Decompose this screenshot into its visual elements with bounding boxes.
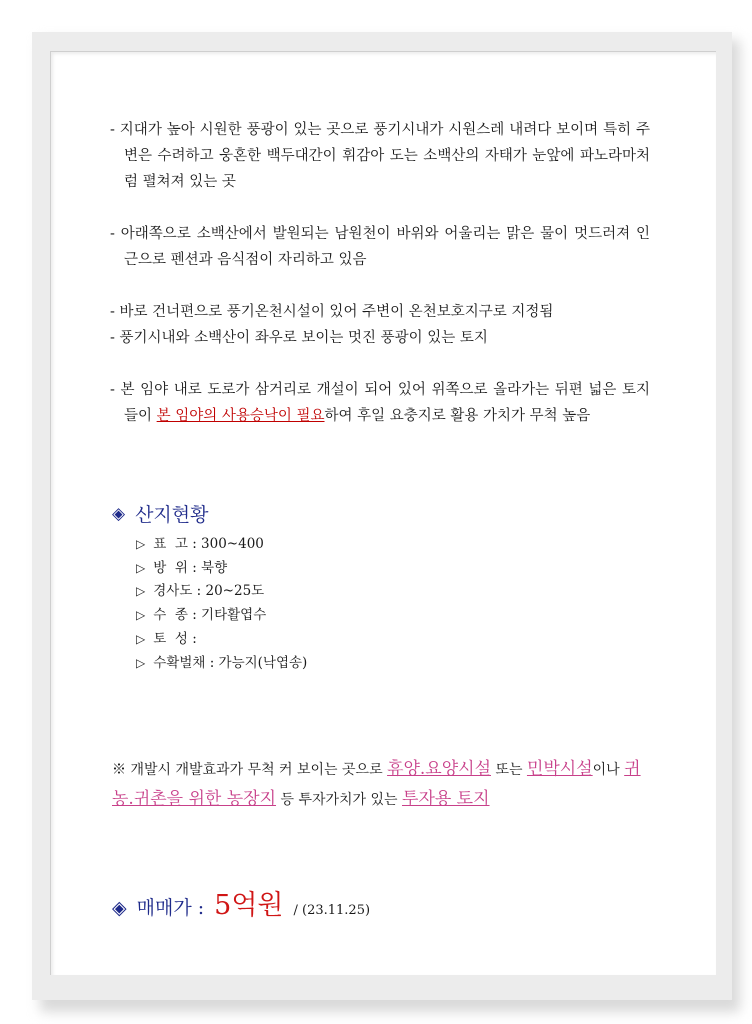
price-date: / (23.11.25) <box>293 903 371 918</box>
consent-required-highlight: 본 임야의 사용승낙이 필요 <box>156 408 325 424</box>
highlight-investment-land: 투자용 토지 <box>402 789 490 809</box>
bullet-stream: - 아래쪽으로 소백산에서 발원되는 남원천이 바위와 어울리는 맑은 물이 멋드러져 인근으로 펜션과 음식점이 자리하고 있음 <box>110 226 650 268</box>
bullet-view: - 지대가 높아 시원한 풍광이 있는 곳으로 풍기시내가 시원스레 내려다 보이며 특히 주변은 수려하고 웅혼한 백두대간이 휘감아 도는 소백산의 자태가 눈앞에 파노라마처럼 펼쳐져 있는 곳 <box>110 122 650 190</box>
spec-text: 수 종 : 기타활엽수 <box>153 607 267 624</box>
triangle-icon: ▷ <box>136 631 146 646</box>
note-text: 등 투자가치가 있는 <box>276 792 403 808</box>
diamond-icon: ◈ <box>112 503 126 524</box>
price-amount: 5억원 <box>214 890 284 921</box>
spec-text: 표 고 : 300~400 <box>153 536 264 552</box>
price-label: 매매가 : <box>136 897 205 919</box>
bullet-road-after: 하여 후일 요충지로 활용 가치가 무척 높음 <box>324 408 591 424</box>
spec-aspect <box>136 557 307 581</box>
triangle-icon: ▷ <box>136 608 146 623</box>
spec-list <box>136 533 307 675</box>
triangle-icon: ▷ <box>136 560 146 575</box>
diamond-icon: ◈ <box>112 897 127 919</box>
spec-soil <box>136 628 307 652</box>
development-note <box>112 755 647 815</box>
highlight-guesthouse: 민박시설 <box>526 759 593 779</box>
section-title: 산지현황 <box>135 504 209 526</box>
section-heading <box>112 500 209 527</box>
note-text: 개발시 개발효과가 무척 커 보이는 곳으로 <box>126 762 388 778</box>
spec-text: 토 성 : <box>153 630 197 647</box>
triangle-icon: ▷ <box>136 655 146 670</box>
spec-harvest <box>136 652 307 676</box>
triangle-icon: ▷ <box>136 537 146 551</box>
reference-mark: ※ <box>112 762 126 778</box>
spec-slope <box>136 580 307 604</box>
highlight-healing-facility: 휴양.요양시설 <box>387 759 491 779</box>
note-text: 이나 <box>592 762 625 778</box>
highlight-farm-land: 귀농.귀촌을 위한 농장지 <box>112 759 641 809</box>
bullet-hot-spring: - 바로 건너편으로 풍기온천시설이 있어 주변이 온천보호지구로 지정됨 <box>110 304 554 320</box>
bullet-scenery: - 풍기시내와 소백산이 좌우로 보이는 멋진 풍광이 있는 토지 <box>110 330 488 346</box>
sale-price <box>112 883 370 922</box>
description-list <box>110 117 650 455</box>
note-text: 또는 <box>491 762 527 778</box>
spec-tree-species <box>136 604 307 628</box>
spec-text: 수확벌채 : 가능지(낙엽송) <box>153 654 308 671</box>
bullet-road-before: - 본 임야 내로 도로가 삼거리로 개설이 되어 있어 위쪽으로 올라가는 뒤편 넓은 토지들이 <box>110 382 650 424</box>
spec-text: 경사도 : 20~25도 <box>153 583 265 600</box>
triangle-icon: ▷ <box>136 584 146 599</box>
spec-elevation <box>136 533 307 557</box>
bullet-road <box>110 377 650 429</box>
spec-text: 방 위 : 북향 <box>153 559 228 576</box>
